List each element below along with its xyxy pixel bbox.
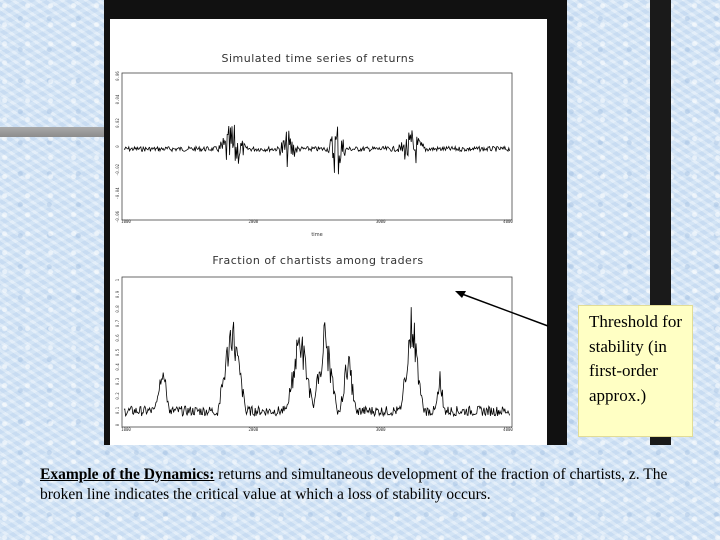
threshold-callout-text: Threshold for stability (in first-order approx.) <box>589 312 683 405</box>
y-tick-label: 0.06 <box>115 71 120 81</box>
y-tick-label: 0.5 <box>115 348 120 357</box>
y-tick-label: 0.02 <box>115 118 120 128</box>
x-tick-label: 4000 <box>503 219 513 224</box>
bottom-plot-x-ticks <box>121 427 513 432</box>
x-tick-label: 2000 <box>248 219 259 224</box>
x-tick-label: 3000 <box>375 427 386 432</box>
bottom-plot-y-ticks <box>115 278 120 426</box>
y-tick-label: -0.02 <box>115 163 120 177</box>
bottom-plot-frame <box>122 277 512 427</box>
x-tick-label: 3000 <box>375 219 386 224</box>
threshold-callout <box>578 305 693 437</box>
x-tick-label: 1000 <box>121 219 131 224</box>
y-tick-label: 0.4 <box>115 363 120 371</box>
threshold-arrow-line <box>462 294 548 326</box>
top-plot-frame <box>122 73 512 220</box>
y-tick-label: 0.3 <box>115 377 120 386</box>
y-tick-label: -0.06 <box>115 210 120 224</box>
returns-series-line <box>124 125 510 174</box>
y-tick-label: 1 <box>115 278 120 282</box>
top-plot-xlabel: time <box>311 232 323 238</box>
y-tick-label: 0 <box>115 423 120 427</box>
caption-body: returns and simultaneous development of the fraction of chartists, z. The broken line indicates the critical value at which a loss of stability occurs. <box>40 466 668 503</box>
y-tick-label: 0.8 <box>115 305 120 313</box>
x-tick-label: 2000 <box>248 427 259 432</box>
top-plot-title: Simulated time series of returns <box>221 52 415 65</box>
y-tick-label: 0.2 <box>115 392 120 400</box>
caption-lead: Example of the Dynamics: <box>40 466 215 483</box>
figure-caption <box>40 465 680 505</box>
y-tick-label: 0.1 <box>115 406 120 415</box>
y-tick-label: -0.04 <box>115 187 120 200</box>
top-plot-y-ticks <box>115 71 120 223</box>
x-tick-label: 1000 <box>121 427 131 432</box>
x-tick-label: 4000 <box>503 427 513 432</box>
y-tick-label: 0.6 <box>115 334 120 342</box>
chartist-fraction-line <box>124 307 510 416</box>
bottom-plot-title: Fraction of chartists among traders <box>212 254 424 267</box>
y-tick-label: 0.04 <box>115 94 120 105</box>
y-tick-label: 0.9 <box>115 290 120 299</box>
y-tick-label: 0.7 <box>115 319 120 328</box>
y-tick-label: 0 <box>115 145 120 148</box>
